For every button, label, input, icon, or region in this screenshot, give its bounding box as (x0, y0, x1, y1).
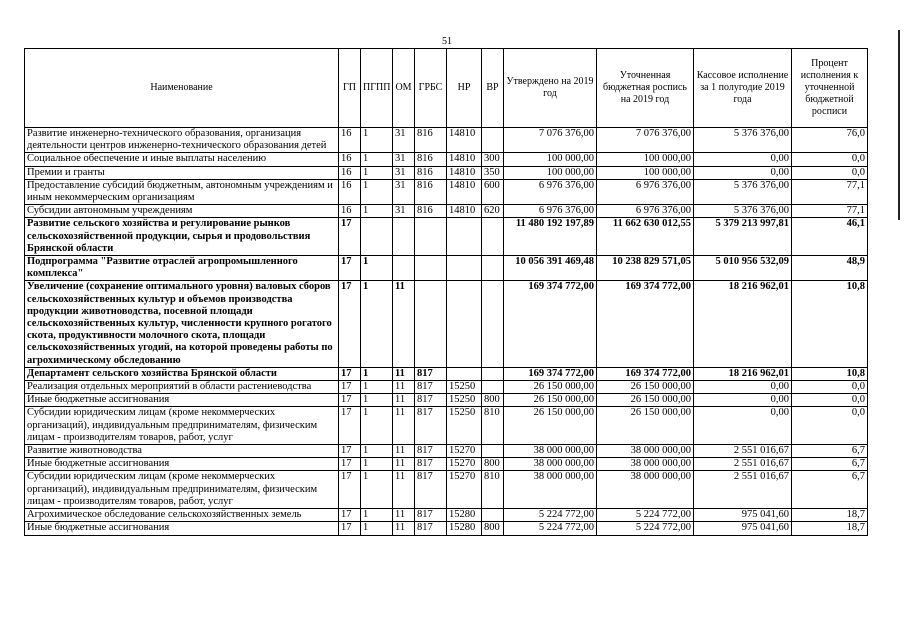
cell-grbs: 817 (415, 407, 447, 445)
cell-om: 31 (393, 179, 415, 204)
cell-ppgp: 1 (361, 522, 393, 535)
cell-np (447, 218, 482, 256)
cell-percent: 48,9 (792, 256, 868, 281)
table-row (25, 381, 868, 394)
cell-name: Развитие сельского хозяйства и регулирование рынков сельскохозяйственной продукции, сырья и продовольствия Брянской области (25, 218, 339, 256)
cell-percent: 0,0 (792, 381, 868, 394)
cell-cash: 975 041,60 (694, 522, 792, 535)
cell-gp: 17 (339, 458, 361, 471)
cell-vr: 800 (482, 458, 504, 471)
cell-vr: 810 (482, 407, 504, 445)
table-row (25, 407, 868, 445)
cell-ppgp: 1 (361, 179, 393, 204)
cell-name: Агрохимическое обследование сельскохозяйственных земель (25, 509, 339, 522)
cell-percent: 6,7 (792, 471, 868, 509)
cell-refined: 6 976 376,00 (597, 179, 694, 204)
cell-ppgp: 1 (361, 205, 393, 218)
table-row (25, 458, 868, 471)
page-number: 51 (442, 36, 452, 47)
cell-np: 14810 (447, 179, 482, 204)
cell-cash: 2 551 016,67 (694, 458, 792, 471)
cell-percent: 18,7 (792, 522, 868, 535)
cell-approved: 26 150 000,00 (504, 394, 597, 407)
cell-ppgp: 1 (361, 445, 393, 458)
cell-gp: 17 (339, 445, 361, 458)
cell-percent: 10,8 (792, 281, 868, 367)
cell-np: 15270 (447, 458, 482, 471)
cell-om: 31 (393, 205, 415, 218)
header-refined: Уточненная бюджетная роспись на 2019 год (597, 49, 694, 128)
cell-vr: 620 (482, 205, 504, 218)
cell-name: Увеличение (сохранение оптимального уровня) валовых сборов сельскохозяйственных культур и объемов производства продукции животноводства, посевной площади сельскохозяйственных культур, численности крупного рогатого скота, продуктивности молочного скота, площади сельскохозяйственных угодий, на которой проведены работы по агрохимическому обследованию (25, 281, 339, 367)
cell-percent: 0,0 (792, 407, 868, 445)
cell-cash: 0,00 (694, 381, 792, 394)
cell-ppgp: 1 (361, 471, 393, 509)
cell-ppgp: 1 (361, 256, 393, 281)
cell-name: Департамент сельского хозяйства Брянской области (25, 367, 339, 380)
cell-np: 15280 (447, 509, 482, 522)
cell-approved: 6 976 376,00 (504, 205, 597, 218)
cell-refined: 26 150 000,00 (597, 381, 694, 394)
header-cash: Кассовое исполнение за 1 полугодие 2019 года (694, 49, 792, 128)
cell-grbs: 817 (415, 394, 447, 407)
cell-np: 14810 (447, 128, 482, 153)
cell-grbs: 816 (415, 128, 447, 153)
cell-refined: 38 000 000,00 (597, 458, 694, 471)
cell-approved: 10 056 391 469,48 (504, 256, 597, 281)
cell-gp: 17 (339, 509, 361, 522)
cell-om: 11 (393, 471, 415, 509)
cell-cash: 5 010 956 532,09 (694, 256, 792, 281)
cell-vr (482, 445, 504, 458)
header-np: НР (447, 49, 482, 128)
cell-name: Субсидии автономным учреждениям (25, 205, 339, 218)
cell-cash: 5 376 376,00 (694, 179, 792, 204)
cell-ppgp: 1 (361, 367, 393, 380)
cell-name: Субсидии юридическим лицам (кроме некоммерческих организаций), индивидуальным предпринимателям, физическим лицам - производителям товаров, работ, услуг (25, 407, 339, 445)
cell-refined: 38 000 000,00 (597, 445, 694, 458)
header-grbs: ГРБС (415, 49, 447, 128)
header-om: ОМ (393, 49, 415, 128)
cell-ppgp: 1 (361, 128, 393, 153)
cell-percent: 76,0 (792, 128, 868, 153)
cell-om: 11 (393, 445, 415, 458)
cell-np (447, 367, 482, 380)
cell-approved: 38 000 000,00 (504, 458, 597, 471)
cell-grbs: 817 (415, 522, 447, 535)
cell-name: Иные бюджетные ассигнования (25, 522, 339, 535)
cell-refined: 169 374 772,00 (597, 281, 694, 367)
cell-np: 15250 (447, 381, 482, 394)
cell-name: Иные бюджетные ассигнования (25, 458, 339, 471)
cell-approved: 100 000,00 (504, 166, 597, 179)
cell-ppgp: 1 (361, 166, 393, 179)
cell-np: 15280 (447, 522, 482, 535)
cell-name: Подпрограмма "Развитие отраслей агропромышленного комплекса" (25, 256, 339, 281)
scan-edge-line (898, 30, 900, 220)
cell-name: Иные бюджетные ассигнования (25, 394, 339, 407)
cell-percent: 6,7 (792, 458, 868, 471)
cell-grbs: 816 (415, 153, 447, 166)
table-row (25, 509, 868, 522)
cell-grbs: 817 (415, 445, 447, 458)
cell-grbs (415, 218, 447, 256)
cell-np: 14810 (447, 205, 482, 218)
budget-table (24, 48, 868, 536)
cell-refined: 7 076 376,00 (597, 128, 694, 153)
table-body (25, 128, 868, 536)
cell-gp: 17 (339, 407, 361, 445)
cell-np: 15250 (447, 394, 482, 407)
cell-grbs: 817 (415, 367, 447, 380)
cell-name: Развитие инженерно-технического образования, организация деятельности центров инженерно-технического образования детей (25, 128, 339, 153)
cell-np: 14810 (447, 153, 482, 166)
header-vr: ВР (482, 49, 504, 128)
cell-vr: 800 (482, 394, 504, 407)
cell-ppgp: 1 (361, 381, 393, 394)
cell-refined: 169 374 772,00 (597, 367, 694, 380)
cell-om: 11 (393, 367, 415, 380)
cell-om: 11 (393, 458, 415, 471)
table-row (25, 367, 868, 380)
cell-name: Социальное обеспечение и иные выплаты населению (25, 153, 339, 166)
cell-vr: 800 (482, 522, 504, 535)
table-row (25, 128, 868, 153)
cell-cash: 18 216 962,01 (694, 281, 792, 367)
cell-np (447, 281, 482, 367)
cell-om: 11 (393, 381, 415, 394)
cell-percent: 0,0 (792, 166, 868, 179)
cell-refined: 11 662 630 012,55 (597, 218, 694, 256)
cell-np: 14810 (447, 166, 482, 179)
cell-percent: 0,0 (792, 153, 868, 166)
cell-vr (482, 381, 504, 394)
cell-om (393, 256, 415, 281)
header-ppgp: ПГПП (361, 49, 393, 128)
cell-vr (482, 509, 504, 522)
cell-grbs (415, 256, 447, 281)
table-row (25, 471, 868, 509)
cell-name: Развитие животноводства (25, 445, 339, 458)
cell-cash: 0,00 (694, 153, 792, 166)
cell-refined: 26 150 000,00 (597, 394, 694, 407)
cell-vr (482, 367, 504, 380)
cell-refined: 6 976 376,00 (597, 205, 694, 218)
cell-om (393, 218, 415, 256)
cell-cash: 5 376 376,00 (694, 205, 792, 218)
cell-np (447, 256, 482, 281)
cell-np: 15250 (447, 407, 482, 445)
table-row (25, 153, 868, 166)
cell-percent: 0,0 (792, 394, 868, 407)
cell-approved: 38 000 000,00 (504, 471, 597, 509)
table-row (25, 522, 868, 535)
cell-gp: 16 (339, 128, 361, 153)
cell-om: 11 (393, 394, 415, 407)
cell-cash: 2 551 016,67 (694, 445, 792, 458)
cell-gp: 17 (339, 471, 361, 509)
cell-refined: 5 224 772,00 (597, 522, 694, 535)
cell-percent: 10,8 (792, 367, 868, 380)
cell-om: 11 (393, 281, 415, 367)
cell-refined: 38 000 000,00 (597, 471, 694, 509)
table-header-row (25, 49, 868, 128)
cell-gp: 17 (339, 281, 361, 367)
cell-cash: 0,00 (694, 166, 792, 179)
cell-om: 31 (393, 166, 415, 179)
table-row (25, 166, 868, 179)
cell-ppgp: 1 (361, 407, 393, 445)
cell-percent: 18,7 (792, 509, 868, 522)
cell-ppgp (361, 218, 393, 256)
cell-gp: 17 (339, 381, 361, 394)
cell-grbs: 816 (415, 166, 447, 179)
cell-cash: 5 379 213 997,81 (694, 218, 792, 256)
cell-vr: 300 (482, 153, 504, 166)
cell-approved: 26 150 000,00 (504, 381, 597, 394)
cell-approved: 7 076 376,00 (504, 128, 597, 153)
table-row (25, 281, 868, 367)
cell-name: Предоставление субсидий бюджетным, автономным учреждениям и иным некоммерческим организациям (25, 179, 339, 204)
cell-percent: 77,1 (792, 179, 868, 204)
cell-refined: 26 150 000,00 (597, 407, 694, 445)
cell-name: Субсидии юридическим лицам (кроме некоммерческих организаций), индивидуальным предпринимателям, физическим лицам - производителям товаров, работ, услуг (25, 471, 339, 509)
cell-ppgp: 1 (361, 153, 393, 166)
cell-gp: 17 (339, 394, 361, 407)
cell-approved: 11 480 192 197,89 (504, 218, 597, 256)
cell-grbs (415, 281, 447, 367)
cell-gp: 17 (339, 522, 361, 535)
cell-om: 11 (393, 407, 415, 445)
table-row (25, 179, 868, 204)
cell-vr: 810 (482, 471, 504, 509)
table-row (25, 205, 868, 218)
cell-cash: 0,00 (694, 407, 792, 445)
table-row (25, 256, 868, 281)
cell-cash: 0,00 (694, 394, 792, 407)
cell-approved: 100 000,00 (504, 153, 597, 166)
header-percent: Процент исполнения к уточненной бюджетной росписи (792, 49, 868, 128)
cell-gp: 16 (339, 166, 361, 179)
cell-ppgp: 1 (361, 509, 393, 522)
cell-om: 11 (393, 509, 415, 522)
cell-approved: 5 224 772,00 (504, 509, 597, 522)
cell-grbs: 816 (415, 179, 447, 204)
cell-approved: 169 374 772,00 (504, 367, 597, 380)
cell-vr: 600 (482, 179, 504, 204)
cell-approved: 38 000 000,00 (504, 445, 597, 458)
table-row (25, 218, 868, 256)
cell-refined: 100 000,00 (597, 166, 694, 179)
cell-om: 11 (393, 522, 415, 535)
cell-ppgp: 1 (361, 458, 393, 471)
cell-name: Премии и гранты (25, 166, 339, 179)
cell-grbs: 817 (415, 509, 447, 522)
cell-grbs: 817 (415, 381, 447, 394)
cell-cash: 975 041,60 (694, 509, 792, 522)
cell-gp: 17 (339, 218, 361, 256)
header-name: Наименование (25, 49, 339, 128)
cell-grbs: 817 (415, 471, 447, 509)
cell-vr (482, 218, 504, 256)
header-gp: ГП (339, 49, 361, 128)
cell-cash: 18 216 962,01 (694, 367, 792, 380)
cell-refined: 5 224 772,00 (597, 509, 694, 522)
cell-ppgp: 1 (361, 281, 393, 367)
cell-grbs: 816 (415, 205, 447, 218)
cell-vr (482, 281, 504, 367)
cell-np: 15270 (447, 471, 482, 509)
cell-approved: 169 374 772,00 (504, 281, 597, 367)
cell-percent: 46,1 (792, 218, 868, 256)
cell-gp: 16 (339, 179, 361, 204)
cell-approved: 5 224 772,00 (504, 522, 597, 535)
cell-gp: 16 (339, 153, 361, 166)
cell-percent: 77,1 (792, 205, 868, 218)
header-approved: Утверждено на 2019 год (504, 49, 597, 128)
cell-grbs: 817 (415, 458, 447, 471)
cell-om: 31 (393, 128, 415, 153)
cell-percent: 6,7 (792, 445, 868, 458)
cell-gp: 17 (339, 367, 361, 380)
cell-ppgp: 1 (361, 394, 393, 407)
cell-gp: 17 (339, 256, 361, 281)
cell-approved: 6 976 376,00 (504, 179, 597, 204)
cell-refined: 10 238 829 571,05 (597, 256, 694, 281)
cell-om: 31 (393, 153, 415, 166)
cell-vr (482, 256, 504, 281)
table-row (25, 394, 868, 407)
cell-approved: 26 150 000,00 (504, 407, 597, 445)
cell-vr: 350 (482, 166, 504, 179)
cell-cash: 5 376 376,00 (694, 128, 792, 153)
cell-vr (482, 128, 504, 153)
cell-refined: 100 000,00 (597, 153, 694, 166)
table-row (25, 445, 868, 458)
cell-cash: 2 551 016,67 (694, 471, 792, 509)
cell-name: Реализация отдельных мероприятий в области растениеводства (25, 381, 339, 394)
cell-gp: 16 (339, 205, 361, 218)
cell-np: 15270 (447, 445, 482, 458)
